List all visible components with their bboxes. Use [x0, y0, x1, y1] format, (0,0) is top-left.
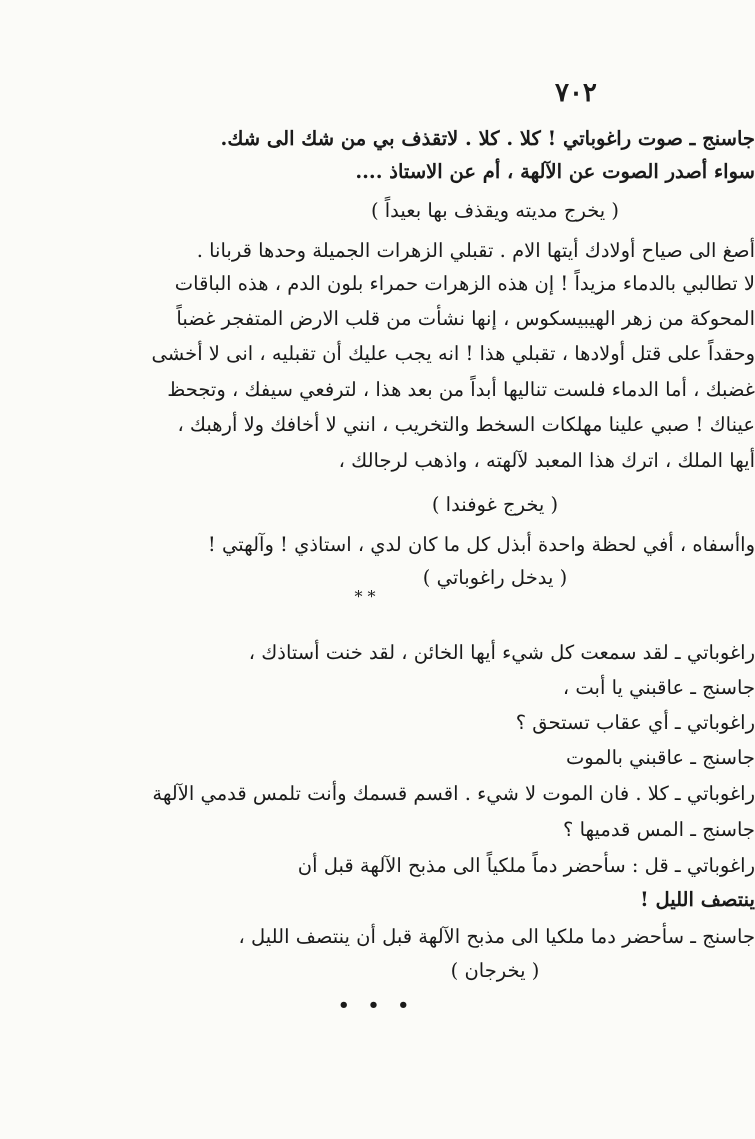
- dialogue-line: راغوباتي ـ أي عقاب تستحق ؟: [515, 711, 755, 734]
- dialogue-line: جاسنج ـ سأحضر دما ملكيا الى مذبح الآلهة قبل أن ينتصف الليل ،: [238, 925, 755, 948]
- text-line-1: جاسنج ـ صوت راغوباتي ! كلا . كلا . لاتقذف بي من شك الى شك.: [220, 127, 755, 150]
- ornament-stars: * *: [354, 587, 376, 606]
- end-mark: • • •: [338, 995, 416, 1016]
- text-line-2: سواء أصدر الصوت عن الآلهة ، أم عن الاستاذ ....: [355, 160, 755, 183]
- dialogue-line: جاسنج ـ المس قدميها ؟: [563, 818, 755, 841]
- dialogue-line: جاسنج ـ عاقبني بالموت: [565, 746, 755, 769]
- page-number: ٧٠٢: [555, 78, 597, 108]
- dialogue-line: راغوباتي ـ كلا . فان الموت لا شيء . اقسم قسمك وأنت تلمس قدمي الآلهة: [152, 782, 755, 805]
- text-line-9: عيناك ! صبي علينا مهلكات السخط والتخريب ، انني لا أخافك ولا أرهبك ،: [177, 413, 755, 436]
- stage-direction: ( يخرج غوفندا ): [431, 493, 559, 516]
- text-line-12: واأسفاه ، أفي لحظة واحدة أبذل كل ما كان لدي ، استاذي ! وآلهتي !: [207, 533, 755, 556]
- text-line-6: المحوكة من زهر الهيبيسكوس ، إنها نشأت من قلب الارض المتفجر غضباً: [176, 307, 755, 330]
- dialogue-line: راغوباتي ـ لقد سمعت كل شيء أيها الخائن ، لقد خنت أستاذك ،: [248, 641, 755, 664]
- text-line-7: وحقداً على قتل أولادها ، تقبلي هذا ! انه يجب عليك أن تقبليه ، انى لا أخشى: [151, 342, 755, 365]
- text-line-5: لا تطالبي بالدماء مزيداً ! إن هذه الزهرات حمراء بلون الدم ، هذه الباقات: [174, 272, 755, 295]
- dialogue-line: ينتصف الليل !: [640, 888, 755, 911]
- stage-direction: ( يخرجان ): [450, 959, 540, 982]
- text-line-4: أصغ الى صياح أولادك أيتها الام . تقبلي الزهرات الجميلة وحدها قربانا .: [196, 239, 755, 262]
- dialogue-line: راغوباتي ـ قل : سأحضر دماً ملكياً الى مذبح الآلهة قبل أن: [297, 854, 755, 877]
- text-line-8: غضبك ، أما الدماء فلست تناليها أبداً من بعد هذا ، لترفعي سيفك ، وتجحظ: [167, 378, 755, 401]
- stage-direction: ( يخرج مديته ويقذف بها بعيداً ): [370, 199, 620, 222]
- text-line-10: أيها الملك ، اترك هذا المعبد لآلهته ، واذهب لرجالك ،: [338, 449, 755, 472]
- stage-direction: ( يدخل راغوباتي ): [422, 566, 568, 589]
- dialogue-line: جاسنج ـ عاقبني يا أبت ،: [562, 676, 755, 699]
